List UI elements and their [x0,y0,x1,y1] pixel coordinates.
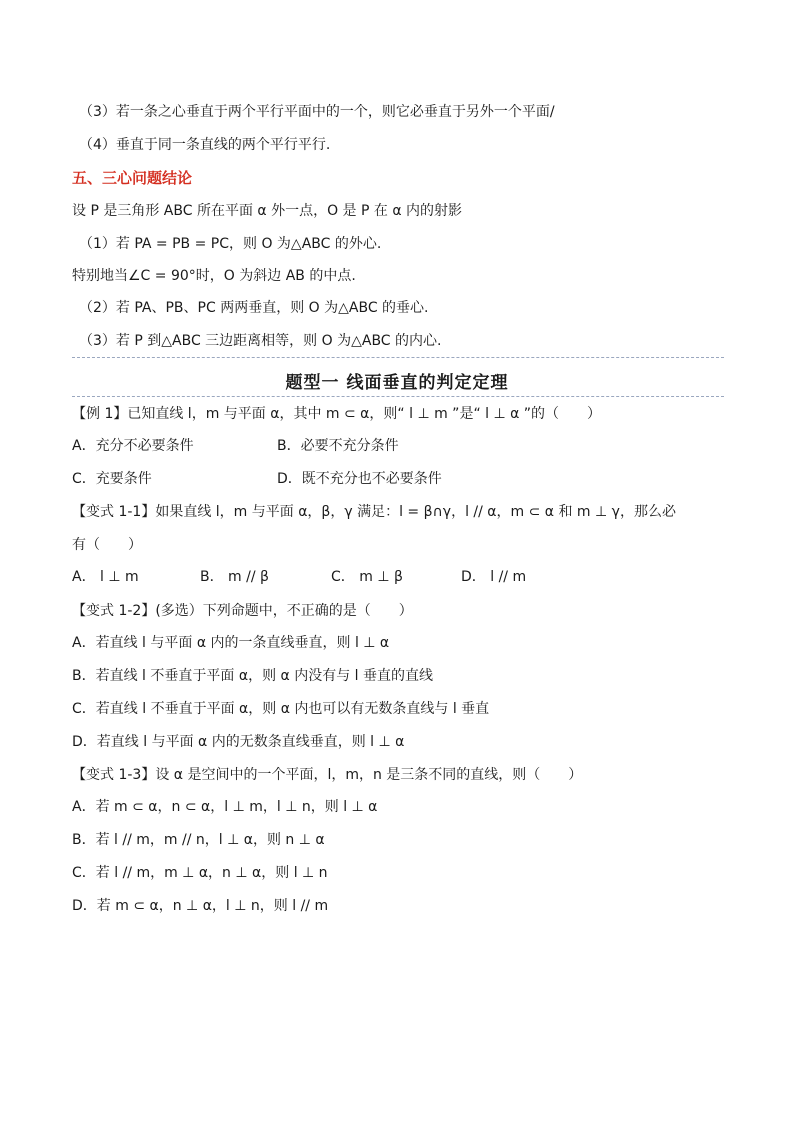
option-c: C．若 l // m，m ⊥ α，n ⊥ α，则 l ⊥ n [72,865,328,881]
question-stem-continued: 有（ ） [72,537,142,553]
option-a: A．若 m ⊂ α，n ⊂ α，l ⊥ m，l ⊥ n，则 l ⊥ α [72,799,378,815]
section-title: 题型一 线面垂直的判定定理 [285,373,509,393]
option-d: D． l // m [461,569,527,585]
text-line: 设 P 是三角形 ABC 所在平面 α 外一点，O 是 P 在 α 内的射影 [72,203,463,219]
option-a: A． l ⊥ m [72,569,139,585]
text-line: （2）若 PA、PB、PC 两两垂直，则 O 为△ABC 的垂心. [79,300,429,316]
question-stem: 【例 1】已知直线 l，m 与平面 α，其中 m ⊂ α，则“ l ⊥ m ”是“ l ⊥ α ”的（ ） [72,406,602,422]
option-c: C．若直线 l 不垂直于平面 α，则 α 内也可以有无数条直线与 l 垂直 [72,701,490,717]
option-d: D．若直线 l 与平面 α 内的无数条直线垂直，则 l ⊥ α [72,734,405,750]
option-b: B．若直线 l 不垂直于平面 α，则 α 内没有与 l 垂直的直线 [72,668,433,684]
text-line: （4）垂直于同一条直线的两个平行平行. [79,137,331,153]
text-line: 特别地当∠C = 90°时，O 为斜边 AB 的中点. [72,268,356,284]
section-heading: 五、三心问题结论 [72,169,193,187]
option-d: D．既不充分也不必要条件 [277,471,442,487]
text-line: （1）若 PA = PB = PC，则 O 为△ABC 的外心. [79,236,382,252]
question-stem: 【变式 1-3】设 α 是空间中的一个平面，l，m，n 是三条不同的直线，则（ ） [72,767,583,783]
divider-top [72,357,724,358]
question-stem: 【变式 1-1】如果直线 l，m 与平面 α，β，γ 满足：l = β∩γ，l // α，m ⊂ α 和 m ⊥ γ，那么必 [72,504,676,520]
question-stem: 【变式 1-2】(多选）下列命题中，不正确的是（ ） [72,603,413,619]
divider-bottom [72,396,724,397]
option-d: D．若 m ⊂ α，n ⊥ α，l ⊥ n，则 l // m [72,898,329,914]
option-a: A．若直线 l 与平面 α 内的一条直线垂直，则 l ⊥ α [72,635,390,651]
option-a: A．充分不必要条件 [72,438,194,454]
option-c: C．充要条件 [72,471,152,487]
option-b: B．必要不充分条件 [277,438,399,454]
option-c: C． m ⊥ β [331,569,403,585]
option-b: B． m // β [200,569,269,585]
text-line: （3）若 P 到△ABC 三边距离相等，则 O 为△ABC 的内心. [79,333,442,349]
text-line: （3）若一条之心垂直于两个平行平面中的一个，则它必垂直于另外一个平面/ [79,104,555,120]
option-b: B．若 l // m，m // n，l ⊥ α，则 n ⊥ α [72,832,325,848]
